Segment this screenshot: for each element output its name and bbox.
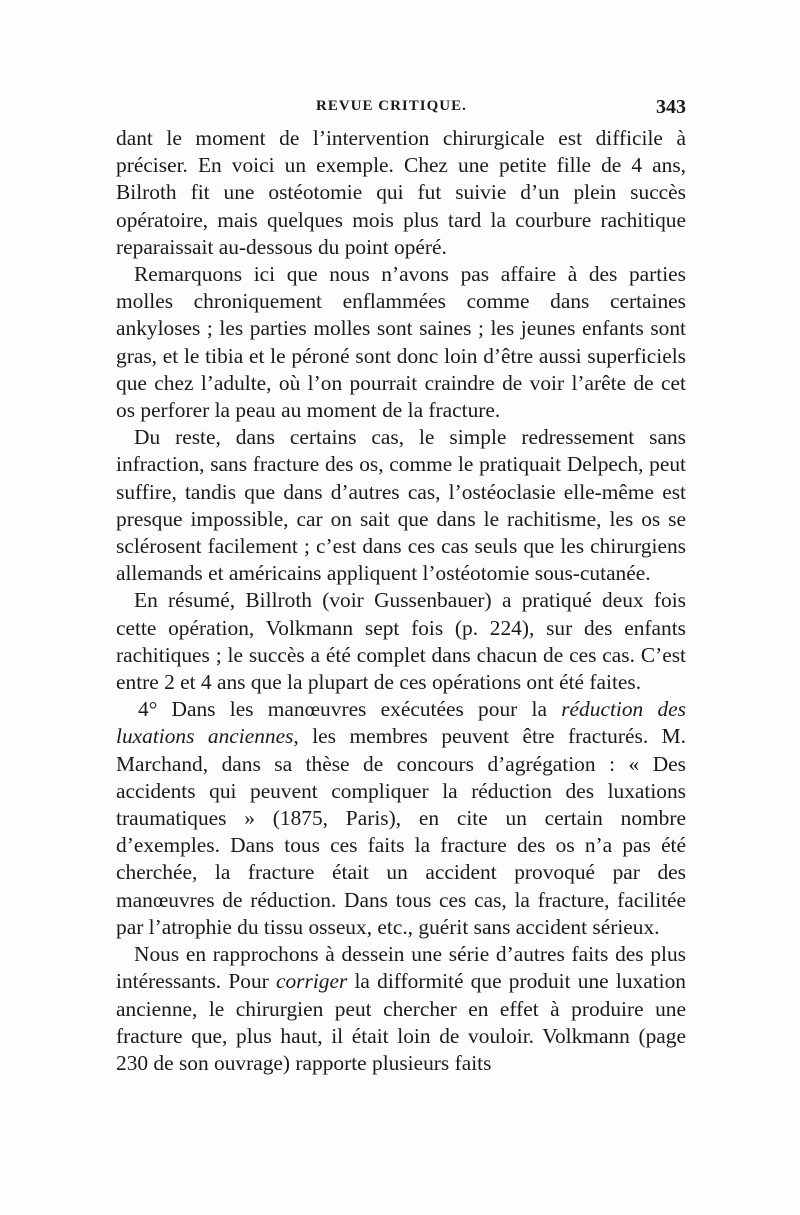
- page-number: 343: [656, 96, 686, 118]
- text-segment: Nous en rapprochons à dessein une série d’autres faits des plus intéressants. Pour: [116, 942, 686, 994]
- paragraph-4: [116, 587, 686, 696]
- paragraph-5: [116, 696, 686, 941]
- paragraph-6: [116, 941, 686, 1077]
- paragraph-3: [116, 424, 686, 587]
- paragraph-1: [116, 125, 686, 261]
- italic-segment: réduction des luxations anciennes: [116, 697, 686, 749]
- text-segment: Du reste, dans certains cas, le simple redressement sans infraction, sans fracture des os, comme le pratiquait Delpech, peut suffire, tandis que dans d’autres cas, l’ostéoclasie elle-même est presque impossible, car on sait que dans le rachitisme, les os se sclérosent facilement ; c’est dans ces cas seuls que les chirurgiens allemands et américains appliquent l’ostéotomie sous-cutanée.: [116, 425, 686, 586]
- body-text: [116, 125, 686, 1077]
- paragraph-2: [116, 261, 686, 424]
- text-segment: Remarquons ici que nous n’avons pas affaire à des parties molles chroniquement enflammées comme dans certaines ankyloses ; les parties molles sont saines ; les jeunes enfants sont gras, et le tibia et le péroné sont donc loin d’être aussi superficiels que chez l’adulte, où l’on pourrait craindre de voir l’arête de cet os perforer la peau au moment de la fracture.: [116, 262, 686, 423]
- text-segment: 4° Dans les manœuvres exécutées pour la: [138, 697, 562, 722]
- italic-segment: corriger: [275, 969, 348, 994]
- running-title: REVUE CRITIQUE.: [316, 98, 467, 114]
- text-segment: En résumé, Billroth (voir Gussenbauer) a pratiqué deux fois cette opération, Volkmann sept fois (p. 224), sur des enfants rachitiques ; le succès a été complet dans chacun de ces cas. C’est entre 2 et 4 ans que la plupart de ces opérations ont été faites.: [116, 588, 686, 695]
- page-header: [116, 98, 686, 122]
- text-segment: , les membres peuvent être fracturés. M. Marchand, dans sa thèse de concours d’agrégation : « Des accidents qui peuvent compliquer la réduction des luxations traumatiques » (1875, Paris), en cite un certain nombre d’exemples. Dans tous ces faits la fracture des os n’a pas été cherchée, la fracture était un accident provoqué par des manœuvres de réduction. Dans tous ces cas, la fracture, facilitée par l’atrophie du tissu osseux, etc., guérit sans accident sérieux.: [116, 724, 686, 939]
- text-segment: la difformité que produit une luxation ancienne, le chirurgien peut chercher en effet à produire une fracture que, plus haut, il était loin de vouloir. Volkmann (page 230 de son ouvrage) rapporte plusieurs faits: [116, 969, 686, 1075]
- text-segment: dant le moment de l’intervention chirurgicale est difficile à préciser. En voici un exemple. Chez une petite fille de 4 ans, Bilroth fit une ostéotomie qui fut suivie d’un plein succès opératoire, mais quelques mois plus tard la courbure rachitique reparaissait au-dessous du point opéré.: [116, 126, 686, 259]
